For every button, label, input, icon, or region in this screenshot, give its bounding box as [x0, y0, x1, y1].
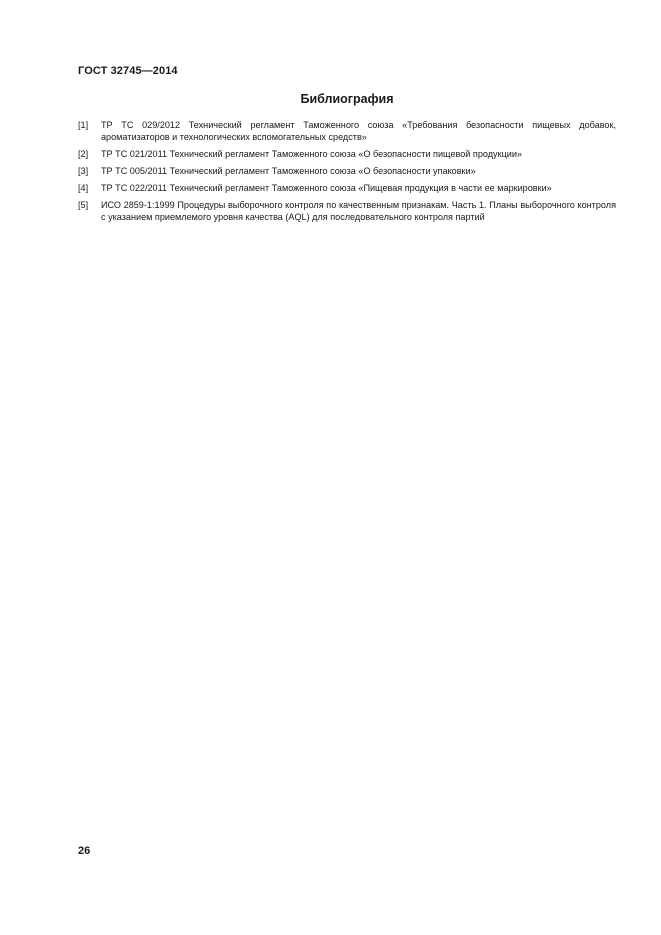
bibliography-item: [78, 199, 616, 223]
bibliography-item-text: ТР ТС 022/2011 Технический регламент Таможенного союза «Пищевая продукция в части ее маркировки»: [101, 183, 552, 193]
bibliography-item-text: ТР ТС 029/2012 Технический регламент Таможенного союза «Требования безопасности пищевых добавок, ароматизаторов и технологических вспомогательных средств»: [101, 120, 616, 142]
bibliography-item-number: [4]: [78, 183, 89, 193]
page-number: 26: [78, 845, 91, 857]
bibliography-item-number: [3]: [78, 166, 89, 176]
bibliography-item: [78, 119, 616, 143]
bibliography-item-number: [2]: [78, 149, 89, 159]
bibliography-item-text: ТР ТС 021/2011 Технический регламент Таможенного союза «О безопасности пищевой продукции»: [101, 149, 522, 159]
bibliography-list: [78, 119, 616, 228]
bibliography-item: [78, 148, 616, 160]
bibliography-item-number: [5]: [78, 200, 89, 210]
page-title: Библиография: [300, 92, 394, 106]
bibliography-item-text: ИСО 2859-1:1999 Процедуры выборочного контроля по качественным признакам. Часть 1. Планы выборочного контроля с указанием приемлемого уровня качества (AQL) для последовательного контроля партий: [101, 200, 616, 222]
document-header-code: ГОСТ 32745—2014: [78, 65, 178, 77]
bibliography-item: [78, 165, 616, 177]
bibliography-item-text: ТР ТС 005/2011 Технический регламент Таможенного союза «О безопасности упаковки»: [101, 166, 476, 176]
bibliography-item-number: [1]: [78, 120, 89, 130]
bibliography-item: [78, 182, 616, 194]
